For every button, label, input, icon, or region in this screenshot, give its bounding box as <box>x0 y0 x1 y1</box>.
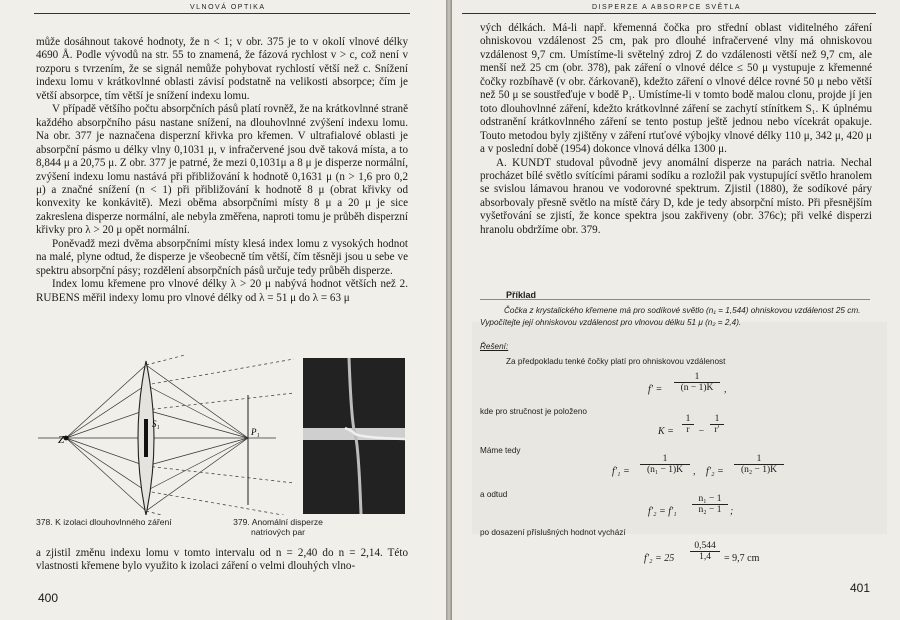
eq-ratio-den: n₂ − 1 <box>698 505 722 515</box>
eq-f-denominator: (n − 1)K <box>680 383 714 393</box>
figure-379-caption: 379. Anomální disperze natriových par <box>233 517 323 537</box>
eq-k-a-num: 1 <box>682 414 694 425</box>
example-heading: Příklad <box>506 290 537 300</box>
eq-f2-den: (n₂ − 1)K <box>740 465 778 475</box>
eq-result-tail: = 9,7 cm <box>724 553 760 564</box>
example-separator <box>480 299 870 300</box>
eq-f1-den: (n₁ − 1)K <box>646 465 684 475</box>
left-bottom-text <box>36 547 408 574</box>
paragraph: Index lomu křemene pro vlnové délky λ > 20 μ nabývá hodnot větších než 2. RUBENS měřil indexy lomu pro vlnové délky od λ = 51 μ do λ = 63 μ <box>36 278 408 304</box>
left-page-number: 400 <box>38 591 59 605</box>
solution-line-3: Máme tedy <box>480 446 521 455</box>
solution-label: Řešení: <box>480 342 509 351</box>
label-p1: P₁ <box>251 427 260 437</box>
left-page <box>0 0 446 620</box>
eq-k-b-num: 1 <box>710 414 724 425</box>
eq-ratio-num: n₁ − 1 <box>692 494 728 505</box>
paragraph: může dosáhnout takové hodnoty, že n < 1; v obr. 375 je to v okolí vlnové délky 4690 Å. Podle vývodů na str. 55 to znamená, že fázová rychlost v > c, což není v rozporu s tvrzením, že se signál nemůže pohybovat rychlostí větší než c. Snížení indexu lomu v krátkovlnné oblasti závisí podstatně na velikosti absorpce; čím je větší absorpce, tím větší je snížení indexu lomu. <box>36 36 408 102</box>
eq-result-fraction <box>690 541 720 562</box>
right-head-rule <box>462 13 876 14</box>
eq-k-minus: − <box>698 426 705 437</box>
right-body-text <box>480 22 872 237</box>
eq-f-fraction <box>674 372 720 393</box>
eq-k-frac-b <box>710 414 724 435</box>
left-head-rule <box>34 13 410 14</box>
eq-result-den: 1,4 <box>699 552 711 562</box>
example-statement: Čočka z krystalického křemene má pro sodíkové světlo (n₁ = 1,544) ohniskovou vzdálenost 25 cm. Vypočítejte její ohniskovou vzdálenost pro vlnovou délku 51 μ (n₂ = 2,4). <box>480 306 861 327</box>
left-body-text <box>36 36 408 305</box>
eq-ratio-tail: ; <box>730 506 734 517</box>
paragraph: V případě většího počtu absorpčních pásů platí rovněž, že na krátkovlnné straně každého absorpčního pásu nastane snížení, na dlouhovlnné zvýšení indexu lomu. Na obr. 377 je naznačena disperzní křivka pro křemen. V ultrafialové oblasti je absorpční pásmo u délky vlny 0,1031 μ, v infračervené jsou dvě taková místa, a to 8,844 μ a 20,75 μ. Z obr. 377 je patrné, že mezi 0,1031μ a 8 μ je disperze normální, zvýšení indexu lomu nastává při přibližování k hodnotě 0,1631 μ (n > 1,6 pro 0,2 μ) a značné snížení (n < 1) při přibližování k hodnotě 8 μ (obrat křivky od konvexity ke konkávitě). Mezi oběma absorpčními místy 8 μ a 20 μ je sice zakreslena disperze normální, ale nebyla změřena, naproti tomu je průběh disperzní křivky pro λ > 20 μ opět normální. <box>36 103 408 237</box>
figure-378-lens-diagram <box>36 355 300 515</box>
solution-line-2: kde pro stručnost je položeno <box>480 407 587 416</box>
figure-379-photo <box>303 358 405 514</box>
example-box <box>472 322 887 534</box>
right-page <box>452 0 900 620</box>
figure-378-caption: 378. K izolaci dlouhovlnného záření <box>36 517 172 527</box>
solution-line-5: po dosazení příslušných hodnot vychází <box>480 528 626 537</box>
eq-result-num: 0,544 <box>690 541 720 552</box>
right-running-head: DISPERZE A ABSORPCE SVĚTLA <box>592 4 742 11</box>
eq-f-left: f′ = <box>648 384 663 395</box>
eq-ratio-fraction <box>692 494 728 515</box>
eq-k-left: K = <box>658 426 674 437</box>
paragraph: a zjistil změnu indexu lomu v tomto intervalu od n = 2,40 do n = 2,14. Této vlastnosti křemene bylo využito k izolaci záření o velmi dlouhých vlno- <box>36 547 408 573</box>
left-running-head: VLNOVÁ OPTIKA <box>190 4 266 11</box>
eq-f2-num: 1 <box>734 454 784 465</box>
eq-f-tail: , <box>724 384 727 395</box>
label-s1: S₁ <box>152 419 160 429</box>
eq-k-b-den: r′ <box>714 425 720 435</box>
eq-f-numerator: 1 <box>674 372 720 383</box>
source-point <box>64 436 69 441</box>
eq-f1-sep: , <box>693 466 696 477</box>
eq-k-a-den: r <box>686 425 690 435</box>
paragraph: A. KUNDT studoval původně jevy anomální disperze na parách natria. Nechal procházet bílé světlo svítícími párami sodíku a rozložil pak vystupující světlo hranolem se svislou lámavou hranou ve vodorovné spektrum. Zjistil (1880), že sodíkové páry absorbovaly přesně světlo na místě čáry D, kde je tedy absorpční místo. Při přesnějším vyšetřování se zjistí, že konce spektra jsou zakřiveny (obr. 376c); při velké disperzi hranolu obdržíme obr. 379. <box>480 156 872 236</box>
label-z: Z <box>58 434 65 446</box>
eq-k-frac-a <box>682 414 694 435</box>
eq-f1-fraction <box>640 454 690 475</box>
eq-f1-left: f′₁ = <box>612 466 630 477</box>
right-page-number: 401 <box>850 581 871 595</box>
paragraph: Poněvadž mezi dvěma absorpčními místy klesá index lomu z vysokých hodnot na malé, plyne odtud, že disperze je všeobecně tím větší, čím těsněji jsou u sebe ve spektru absorpční pásy; rozdělení absorpčních pásů určuje tedy průběh disperze. <box>36 237 408 277</box>
solution-line-1: Za předpokladu tenké čočky platí pro ohniskovou vzdálenost <box>506 357 726 366</box>
eq-result-left: f′₂ = 25 <box>644 553 675 564</box>
eq-ratio-left: f′₂ = f′₁ <box>648 506 677 517</box>
eq-f2-fraction <box>734 454 784 475</box>
solution-line-4: a odtud <box>480 490 508 499</box>
paragraph: vých délkách. Má-li např. křemenná čočka pro střední oblast viditelného záření ohniskovou vzdálenost 25 cm, pak pro dlouhé infračervené vlny má ohniskovou vzdálenost 9,7 cm. Umístíme-li světelný zdroj Z do vzdálenosti větší než 9,7 cm, ale menší než 25 cm (obr. 378), pak záření o vlnové délce ≤ 50 μ vystupuje z křemenné čočky rozbíhavě (v obr. čárkovaně), kdežto záření o vlnové délce rovné 50 μ nebo větší než 50 μ se soustřeďuje v bodě P₁. Umístíme-li v tomto bodě malou clonu, projde jí jen toto dlouhovlnné záření, kdežto krátkovlnné záření se zachytí stínítkem S₁. K úplnému odstranění krátkovlnného záření se tento postup ještě jednou nebo vícekrát opakuje. Touto metodou byly zjištěny v záření rtuťové výbojky vlnové délky 110 μ, 342 μ, 420 μ a v poslední době (1954) dokonce vlnová délka 1300 μ. <box>480 22 872 156</box>
eq-f1-num: 1 <box>640 454 690 465</box>
eq-f2-left: f′₂ = <box>706 466 724 477</box>
